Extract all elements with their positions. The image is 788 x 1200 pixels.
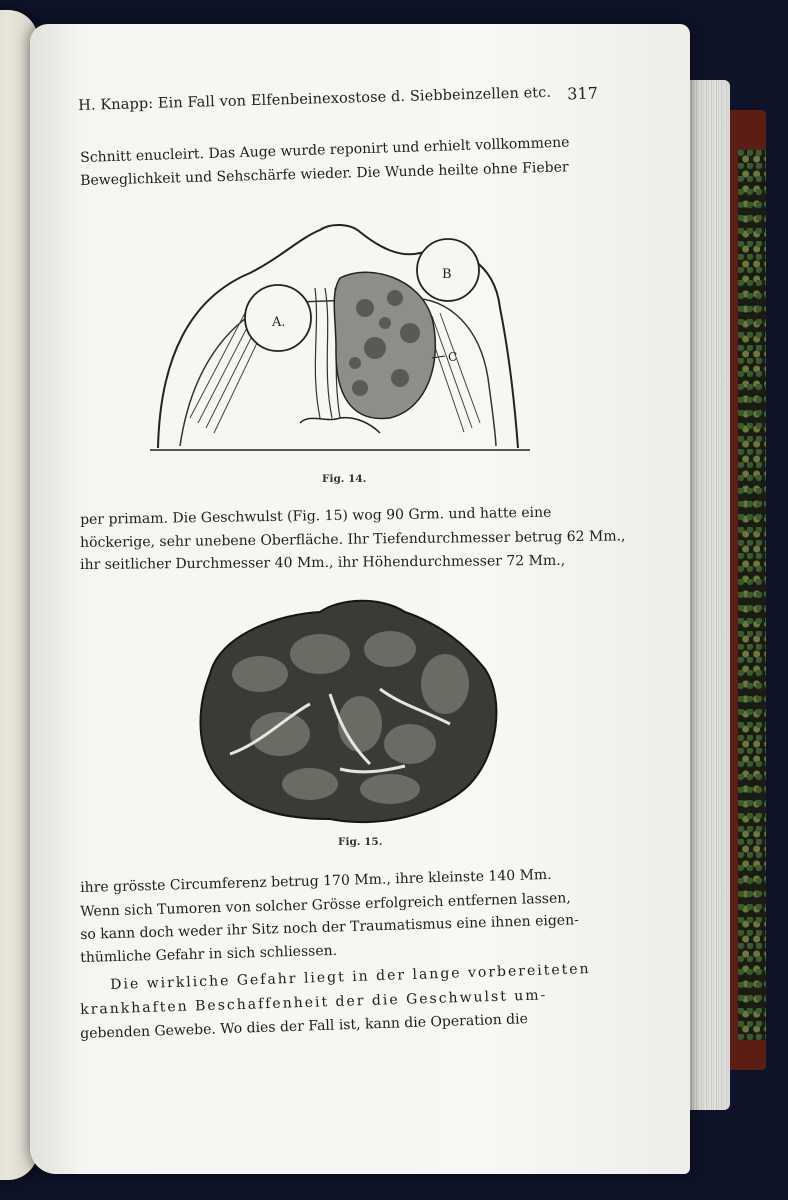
figure-15-tumour-illustration [190,594,506,832]
marbled-cover [738,150,766,1040]
text-line: thümliche Gefahr in sich schliessen. [80,942,338,966]
text-line: ihre grösste Circumferenz betrug 170 Mm., ihre kleinste 140 Mm. [80,866,552,896]
text-line: ihr seitlicher Durchmesser 40 Mm., ihr Höhendurchmesser 72 Mm., [80,552,566,573]
text-line: per primam. Die Geschwulst (Fig. 15) wog 90 Grm. und hatte eine [80,504,552,528]
text-line: gebenden Gewebe. Wo dies der Fall ist, kann die Operation die [80,1011,529,1042]
figure-15-caption: Fig. 15. [338,836,383,848]
figure-14-label-a: A. [272,315,286,330]
text-line: Wenn sich Tumoren von solcher Grösse erfolgreich entfernen lassen, [80,890,571,920]
figure-14-label-c: C [448,350,458,364]
text-line: krankhaften Beschaffenheit der die Geschwulst um- [80,987,548,1018]
text-line: so kann doch weder ihr Sitz noch der Traumatismus eine ihnen eigen- [80,912,580,943]
text-line: Die wirkliche Gefahr liegt in der lange vorbereiteten [110,961,591,993]
figure-14-caption: Fig. 14. [322,473,367,485]
text-line: Beweglichkeit und Sehschärfe wieder. Die Wunde heilte ohne Fieber [80,159,569,189]
page-number: 317 [566,83,599,104]
text-line: höckerige, sehr unebene Oberfläche. Ihr Tiefendurchmesser betrug 62 Mm., [80,528,626,551]
figure-14-illustration [150,218,530,468]
running-head-title: H. Knapp: Ein Fall von Elfenbeinexostose d. Siebbeinzellen etc. [78,84,552,114]
text-line: Schnitt enucleirt. Das Auge wurde reponirt und erhielt vollkommene [80,134,570,166]
figure-14-label-b: B [442,267,452,282]
